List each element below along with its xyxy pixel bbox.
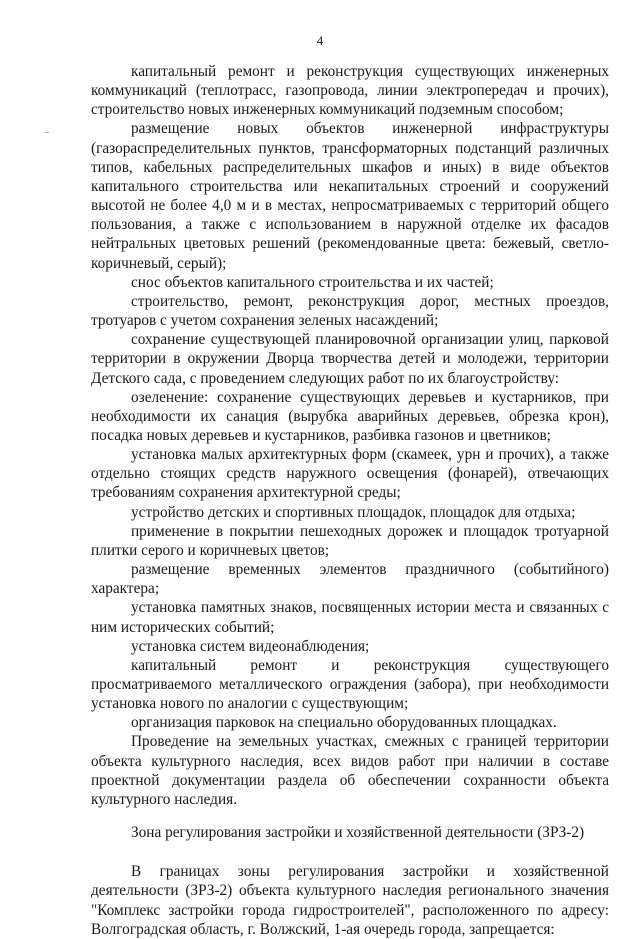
paragraph-street-layout: сохранение существующей планировочной организации улиц, парковой территории в окружении Дворца творчества детей и молодежи, территории Детского сада, с проведением следующих работ по их благоустройству: bbox=[91, 331, 609, 387]
paragraph-utilities-repair: капитальный ремонт и реконструкция существующих инженерных коммуникаций (теплотрасс, газопровода, линии электропередач и прочих), строительство новых инженерных коммуникаций подземным способом; bbox=[91, 63, 609, 119]
section-spacer bbox=[91, 842, 609, 862]
paragraph-roads: строительство, ремонт, реконструкция дорог, местных проездов, тротуаров с учетом сохранения зеленых насаждений; bbox=[91, 292, 609, 330]
paragraph-parking: организация парковок на специально оборудованных площадках. bbox=[131, 714, 557, 732]
paragraph-adjacent-works: Проведение на земельных участках, смежных с границей территории объекта культурного наследия, всех видов работ при наличии в составе проектной документации раздела об обеспечении сохранности объекта культурного наследия. bbox=[91, 733, 609, 808]
paragraph-video-surveillance: установка систем видеонаблюдения; bbox=[131, 637, 370, 655]
paragraph-paving: применение в покрытии пешеходных дорожек и площадок тротуарной плитки серого и коричневых цветов; bbox=[91, 522, 609, 559]
paragraph-memorials: установка памятных знаков, посвященных истории места и связанных с ним исторических событий; bbox=[91, 599, 609, 636]
paragraph-playgrounds: устройство детских и спортивных площадок, площадок для отдыха; bbox=[131, 503, 576, 521]
paragraph-small-forms: установка малых архитектурных форм (скамеек, урн и прочих), а также отдельно стоящих средств наружного освещения (фонарей), отвечающих требованиям сохранения архитектурной среды; bbox=[91, 446, 609, 502]
page-number: 4 bbox=[316, 33, 324, 48]
paragraph-fence: капитальный ремонт и реконструкция существующего просматриваемого металлического ограждения (забора), при необходимости установка нового по аналогии с существующим; bbox=[91, 656, 609, 713]
scan-mark bbox=[45, 132, 49, 133]
paragraph-demolition: снос объектов капитального строительства и их частей; bbox=[131, 273, 494, 291]
section-heading: Зона регулирования застройки и хозяйственной деятельности (ЗРЗ-2) bbox=[131, 824, 585, 842]
document-body bbox=[91, 62, 609, 939]
paragraph-temporary-elements: размещение временных элементов праздничного (событийного) характера; bbox=[91, 561, 609, 598]
paragraph-infrastructure-placement: размещение новых объектов инженерной инфраструктуры (газораспределительных пунктов, трансформаторных подстанций различных типов, кабельных распределительных шкафов и иных) в виде объектов капитального строительства или некапитальных строений и сооружений высотой не более 4,0 м и в местах, непросматриваемых с территорий общего пользования, а также с использованием в наружной отделке их фасадов нейтральных цветовых решений (рекомендованные цвета: бежевый, светло-коричневый, серый); bbox=[91, 120, 609, 272]
paragraph-landscaping: озеленение: сохранение существующих деревьев и кустарников, при необходимости их санация (вырубка аварийных деревьев, обрезка крон), посадка новых деревьев и кустарников, разбивка газонов и цветников; bbox=[91, 388, 609, 444]
section-paragraph: В границах зоны регулирования застройки и хозяйственной деятельности (ЗРЗ-2) объекта культурного наследия регионального значения "Комплекс застройки города гидростроителей", расположенного по адресу: Волгоградская область, г. Волжский, 1-ая очередь города, запрещается: bbox=[91, 863, 609, 938]
